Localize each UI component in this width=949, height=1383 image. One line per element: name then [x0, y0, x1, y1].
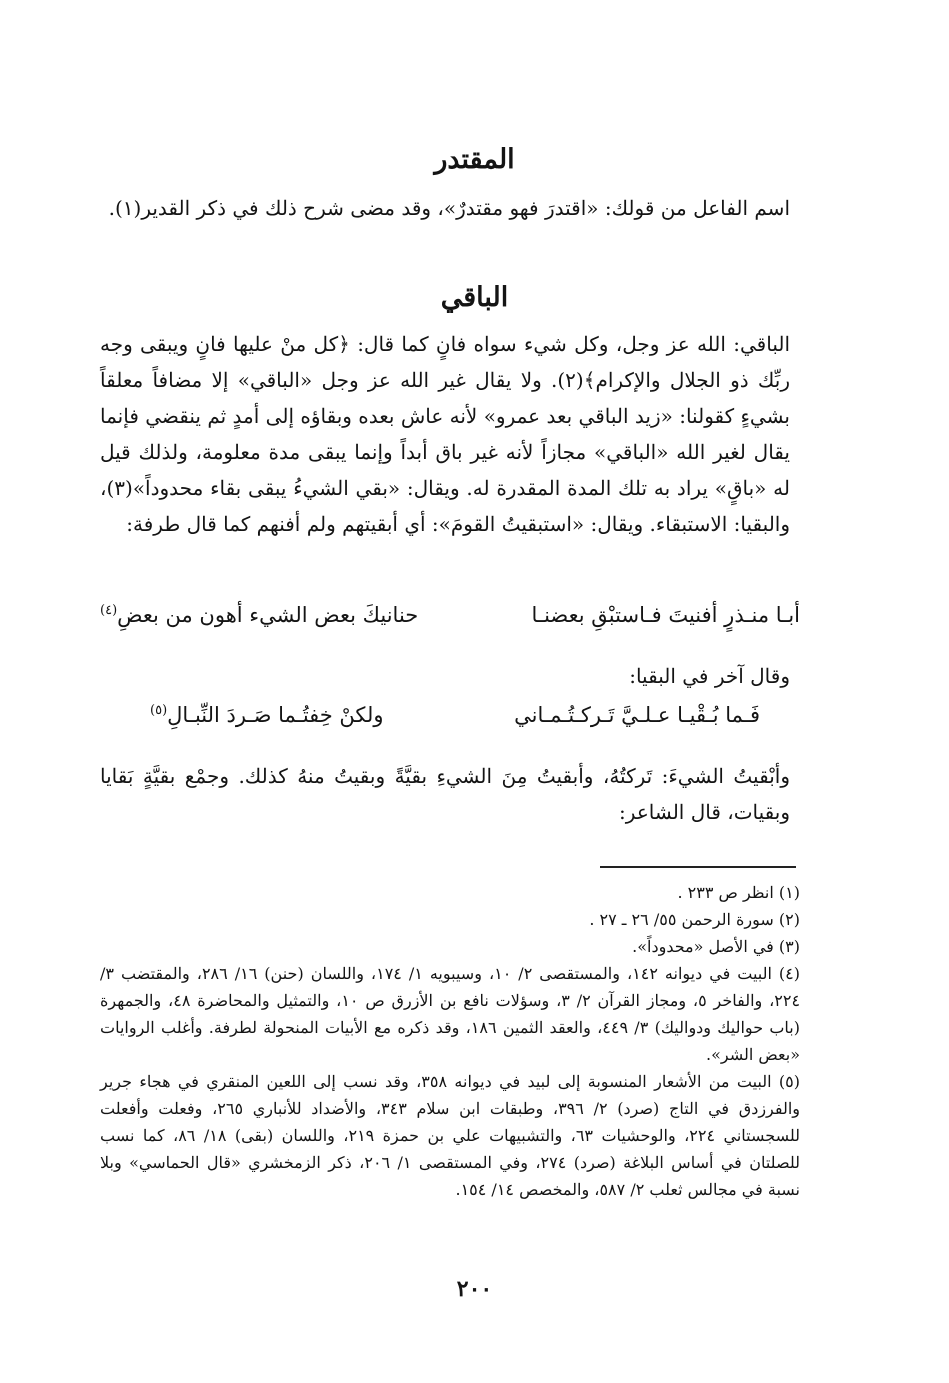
verse-text: حنانيكَ بعض الشيء أهون من بعضِ	[117, 603, 419, 627]
footnote-5: (٥) البيت من الأشعار المنسوبة إلى لبيد في ديوانه ٣٥٨، وقد نسب إلى اللعين المنقري في هجاء جرير والفرزدق في التاج (صرد) ٢/ ٣٩٦، وطبقات ابن سلام ٣٤٣، والأضداد للأنباري ٢٦٥، وفعلت وأفعلت للسجستاني ٢٢٤، والوحشيات ٦٣، والتشبيهات علي بن حمزة ٢١٩، واللسان (بقى) ١٨/ ٨٦، كما نسب للصلتان في أساس البلاغة (صرد) ٢٧٤، وفي المستقصى ١/ ٢٠٦، ذكر الزمخشري «قال الحماسي» وبلا نسبة في مجالس ثعلب ٢/ ٥٨٧، والمخصص ١٤/ ١٥٤.	[100, 1072, 801, 1199]
verse-text: ولكنْ خِفتُـما صَـردَ النِّبـالِ	[167, 703, 384, 727]
footnote-marker: (٤)	[100, 603, 118, 618]
footnote-1: (١) انظر ص ٢٣٣ .	[677, 883, 800, 902]
footnote-4: (٤) البيت في ديوانه ١٤٢، والمستقصى ٢/ ١٠، وسيبويه ١/ ١٧٤، واللسان (حنن) ١٦/ ٢٨٦، والمقتضب ٣/ ٢٢٤، والفاخر ٥، ومجاز القرآن ٢/ ٣، وسؤلات نافع بن الأزرق ص ١٠، والتمثيل والمحاضرة ٤٨، والجمهرة (باب حواليك ودواليك) ٣/ ٤٤٩، والعقد الثمين ١٨٦، وقد ذكره مع الأبيات المنحولة لطرفة. وأغلب الروايات «بعض الشر».	[100, 964, 801, 1064]
paragraph: اسم الفاعل من قولك: «اقتدرَ فهو مقتدرٌ»، وقد مضى شرح ذلك في ذكر القدير(١).	[108, 196, 790, 220]
paragraph: وأبْقيتُ الشيءَ: تَركتُهُ، وأبقيتُ مِنَ الشيءِ بقيَّةً وبقيتُ منهُ كذلك. وجمْع بقيَّةٍ بَقايا وبقيات، قال الشاعر:	[100, 764, 790, 824]
verse-second-hemistich	[100, 603, 418, 627]
verse-first-hemistich: فَـما بُـقْيـا عـلـيَّ تَـركـتُـمـاني	[514, 703, 760, 727]
footnotes	[100, 879, 800, 1203]
footnote-marker: (٥)	[150, 703, 168, 718]
verse-baqya	[150, 703, 760, 739]
verse-intro	[100, 658, 790, 694]
footnote-3: (٣) في الأصل «محدوداً».	[632, 937, 800, 956]
footnote-2: (٢) سورة الرحمن ٥٥/ ٢٦ ـ ٢٧ .	[589, 910, 800, 929]
verse-second-hemistich	[150, 703, 384, 727]
entry-heading-baqi: الباقي	[440, 282, 509, 313]
entry-text-abqaytu	[100, 758, 790, 830]
page-number: ٢٠٠	[456, 1276, 493, 1302]
paragraph: وقال آخر في البقيا:	[629, 664, 790, 688]
entry-heading-muqtadir: المقتدر	[434, 144, 515, 175]
footnote-separator	[600, 866, 796, 868]
verse-first-hemistich: أبـا منـذرٍ أفنيتَ فـاستبْقِ بعضنـا	[531, 603, 800, 627]
entry-text-baqi	[100, 326, 790, 542]
entry-text-muqtadir	[100, 190, 790, 226]
verse-tarafa	[100, 603, 800, 639]
paragraph: الباقي: الله عز وجل، وكل شيء سواه فانٍ كما قال: ﴿كل منْ عليها فانٍ ويبقى وجه ربِّك ذو الجلال والإكرام﴾(٢). ولا يقال غير الله عز وجل «الباقي» إلا مضافاً معلقاً بشيءٍ كقولنا: «زيد الباقي بعد عمرو» لأنه عاش بعده وبقاؤه إلى أمدٍ ثم ينقضي فإنما يقال لغير الله «الباقي» مجازاً لأنه غير باق أبداً وإنما يبقى مدة معلومة، ولذلك قيل له «باقٍ» يراد به تلك المدة المقدرة له. ويقال: «بقي الشيءُ يبقى بقاء محدوداً»(٣)، والبقيا: الاستبقاء. ويقال: «استبقيتُ القومَ»: أي أبقيتهم ولم أفنهم كما قال طرفة:	[100, 332, 790, 536]
